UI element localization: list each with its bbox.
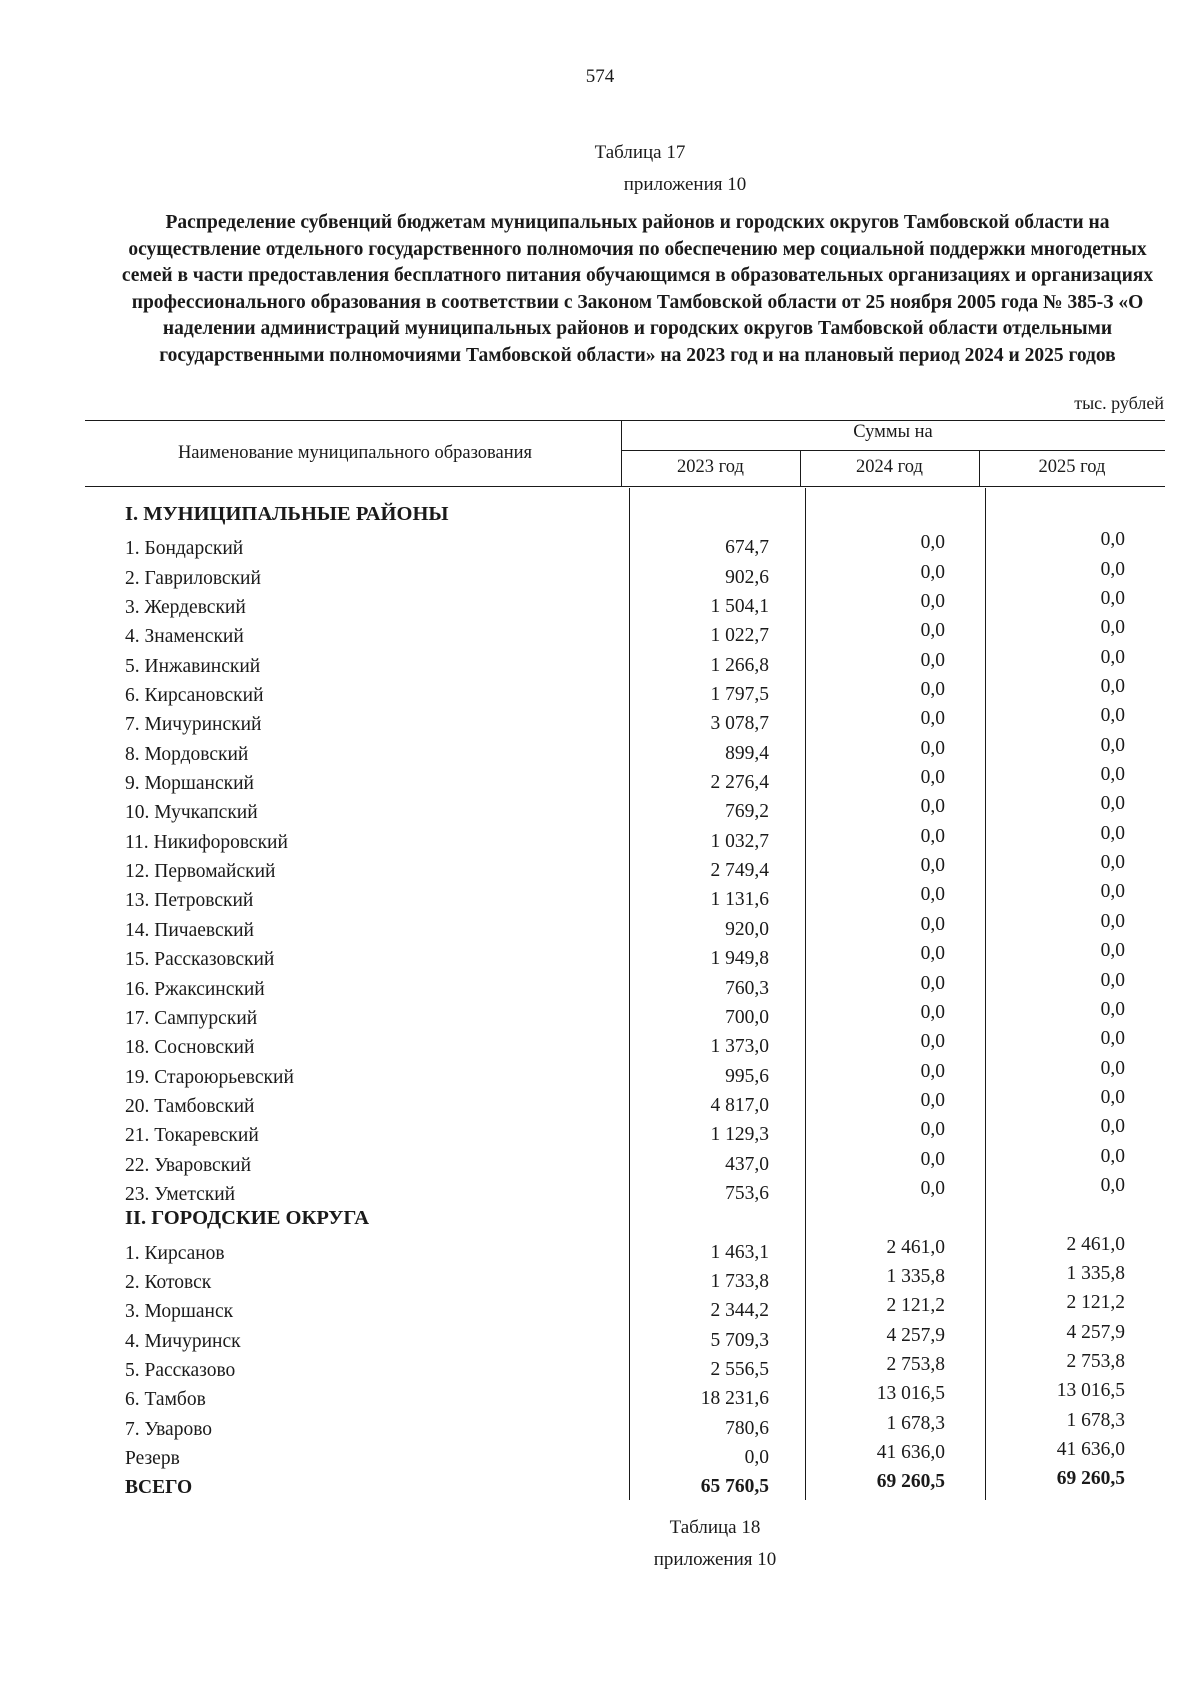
value-2024: 0,0 <box>920 532 945 554</box>
value-2024: 0,0 <box>920 913 945 935</box>
value-2024: 1 678,3 <box>886 1412 945 1434</box>
value-2025: 1 678,3 <box>1066 1409 1125 1431</box>
value-2023: 1 463,1 <box>710 1241 769 1263</box>
value-2023: 2 556,5 <box>710 1358 769 1380</box>
value-2025: 0,0 <box>1100 852 1125 874</box>
row-name: 13. Петровский <box>125 890 254 912</box>
value-2023: 1 032,7 <box>710 830 769 852</box>
table-row <box>0 1380 1200 1409</box>
table-row <box>0 559 1200 588</box>
value-2025: 0,0 <box>1100 881 1125 903</box>
table-row <box>0 1322 1200 1351</box>
row-name: 5. Инжавинский <box>125 655 261 677</box>
section-row <box>0 1204 1200 1233</box>
value-2024: 13 016,5 <box>876 1383 945 1405</box>
header-name-column: Наименование муниципального образования <box>177 443 533 463</box>
value-2025: 0,0 <box>1100 764 1125 786</box>
row-name: 8. Мордовский <box>125 743 249 765</box>
value-2024: 0,0 <box>920 737 945 759</box>
value-2024: 0,0 <box>920 884 945 906</box>
value-2024: 2 753,8 <box>886 1353 945 1375</box>
table-row <box>0 1410 1200 1439</box>
row-name: 4. Мичуринск <box>125 1330 241 1352</box>
value-2023: 4 817,0 <box>710 1094 769 1116</box>
value-2024: 41 636,0 <box>876 1442 945 1463</box>
value-2025: 0,0 <box>1100 793 1125 815</box>
row-name: 18. Сосновский <box>125 1037 255 1059</box>
row-name: 15. Рассказовский <box>125 949 275 971</box>
value-2025: 0,0 <box>1100 734 1125 756</box>
row-name: 22. Уваровский <box>125 1154 252 1176</box>
value-2024: 2 461,0 <box>886 1236 945 1258</box>
value-2024: 69 260,5 <box>876 1471 945 1493</box>
value-2023: 437,0 <box>725 1153 769 1175</box>
value-2023: 1 373,0 <box>710 1036 769 1058</box>
value-2024: 0,0 <box>920 1089 945 1111</box>
row-name: 14. Пичаевский <box>125 919 254 941</box>
value-2023: 1 131,6 <box>710 889 769 911</box>
value-2025: 2 753,8 <box>1066 1350 1125 1372</box>
value-2025: 2 461,0 <box>1066 1233 1125 1255</box>
value-2025: 1 335,8 <box>1066 1262 1125 1284</box>
table-row <box>0 676 1200 705</box>
value-2025: 0,0 <box>1100 1057 1125 1079</box>
row-name: 21. Токаревский <box>125 1125 259 1147</box>
table-row <box>0 881 1200 910</box>
table-row <box>0 793 1200 822</box>
header-year-2023: 2023 год <box>677 457 744 477</box>
table-row <box>0 529 1200 558</box>
row-name: 23. Уметский <box>125 1183 236 1205</box>
value-2023: 995,6 <box>725 1065 769 1087</box>
table-row <box>0 911 1200 940</box>
value-2025: 0,0 <box>1100 969 1125 991</box>
row-name: Резерв <box>125 1448 180 1469</box>
value-2023: 902,6 <box>725 566 769 588</box>
value-2023: 2 344,2 <box>710 1300 769 1322</box>
header-mid-rule <box>621 450 1165 451</box>
row-name: 6. Тамбов <box>125 1389 206 1411</box>
row-name: 1. Кирсанов <box>125 1242 225 1264</box>
value-2023: 674,7 <box>725 537 769 559</box>
table-row <box>0 970 1200 999</box>
row-name: ВСЕГО <box>125 1477 193 1499</box>
row-name: 2. Котовск <box>125 1271 212 1293</box>
row-name: 7. Мичуринский <box>125 714 262 736</box>
table-row <box>0 1058 1200 1087</box>
value-2025: 69 260,5 <box>1056 1468 1125 1490</box>
section-row <box>0 500 1200 529</box>
value-2023: 65 760,5 <box>700 1476 769 1498</box>
table-row <box>0 1116 1200 1145</box>
table-row <box>0 823 1200 852</box>
value-2023: 1 797,5 <box>710 684 769 706</box>
value-2024: 0,0 <box>920 1148 945 1170</box>
table-row <box>0 588 1200 617</box>
value-2024: 0,0 <box>920 1001 945 1023</box>
table-number: Таблица 17 <box>594 142 686 163</box>
table-row <box>0 1234 1200 1263</box>
value-2023: 1 129,3 <box>710 1124 769 1146</box>
units-label: тыс. рублей <box>1074 393 1164 413</box>
value-2024: 0,0 <box>920 679 945 701</box>
value-2025: 0,0 <box>1100 910 1125 932</box>
row-name: 5. Рассказово <box>125 1359 236 1381</box>
value-2024: 0,0 <box>920 561 945 583</box>
value-2023: 1 733,8 <box>710 1270 769 1292</box>
value-2024: 2 121,2 <box>886 1295 945 1317</box>
value-2023: 18 231,6 <box>700 1388 769 1410</box>
value-2024: 4 257,9 <box>886 1324 945 1346</box>
value-2023: 1 022,7 <box>710 625 769 647</box>
table-row <box>0 1292 1200 1321</box>
value-2025: 0,0 <box>1100 588 1125 610</box>
value-2023: 3 078,7 <box>710 713 769 735</box>
value-2023: 1 949,8 <box>710 948 769 970</box>
value-2023: 780,6 <box>725 1417 769 1439</box>
value-2023: 5 709,3 <box>710 1329 769 1351</box>
value-2024: 0,0 <box>920 649 945 671</box>
value-2025: 0,0 <box>1100 1116 1125 1138</box>
row-name: 20. Тамбовский <box>125 1095 255 1117</box>
table-row <box>0 1175 1200 1204</box>
value-2023: 899,4 <box>725 742 769 764</box>
row-name: II. ГОРОДСКИЕ ОКРУГА <box>125 1207 370 1230</box>
value-2024: 0,0 <box>920 943 945 965</box>
header-top-rule <box>85 420 1165 421</box>
value-2024: 0,0 <box>920 591 945 613</box>
row-name: 3. Моршанск <box>125 1301 234 1323</box>
value-2025: 0,0 <box>1100 646 1125 668</box>
value-2023: 0,0 <box>744 1447 769 1468</box>
value-2023: 1 504,1 <box>710 596 769 618</box>
value-2024: 0,0 <box>920 620 945 642</box>
row-name: 7. Уварово <box>125 1418 213 1440</box>
table-row <box>0 1146 1200 1175</box>
header-bottom-rule <box>85 486 1165 487</box>
row-name: 3. Жердевский <box>125 597 246 619</box>
table-row <box>0 647 1200 676</box>
row-name: I. МУНИЦИПАЛЬНЫЕ РАЙОНЫ <box>125 503 449 525</box>
table-row <box>0 705 1200 734</box>
value-2024: 1 335,8 <box>886 1265 945 1287</box>
header-sums-on: Суммы на <box>853 422 933 442</box>
row-name: 16. Ржаксинский <box>125 978 265 1000</box>
value-2025: 0,0 <box>1100 617 1125 639</box>
table-row <box>0 1263 1200 1292</box>
total-row <box>0 1468 1200 1497</box>
value-2024: 0,0 <box>920 1177 945 1199</box>
row-name: 11. Никифоровский <box>125 831 288 853</box>
row-name: 19. Староюрьевский <box>125 1066 294 1088</box>
value-2025: 41 636,0 <box>1056 1439 1125 1460</box>
row-name: 12. Первомайский <box>125 861 276 883</box>
value-2024: 0,0 <box>920 1119 945 1141</box>
value-2023: 2 276,4 <box>710 772 769 794</box>
value-2023: 753,6 <box>725 1182 769 1204</box>
value-2024: 0,0 <box>920 1060 945 1082</box>
value-2025: 0,0 <box>1100 1174 1125 1196</box>
table-row <box>0 1028 1200 1057</box>
header-year-2025: 2025 год <box>1038 457 1106 477</box>
value-2024: 0,0 <box>920 1031 945 1053</box>
row-name: 9. Моршанский <box>125 773 254 795</box>
value-2023: 2 749,4 <box>710 860 769 882</box>
value-2024: 0,0 <box>920 767 945 789</box>
value-2025: 2 121,2 <box>1066 1292 1125 1314</box>
row-name: 10. Мучкапский <box>125 802 258 824</box>
table-row <box>0 764 1200 793</box>
row-name: 17. Сампурский <box>125 1007 258 1029</box>
value-2025: 0,0 <box>1100 676 1125 698</box>
value-2024: 0,0 <box>920 708 945 730</box>
row-name: 1. Бондарский <box>125 538 244 560</box>
table-row <box>0 1439 1200 1468</box>
value-2025: 0,0 <box>1100 1086 1125 1108</box>
value-2025: 4 257,9 <box>1066 1321 1125 1343</box>
value-2023: 920,0 <box>725 918 769 940</box>
table-row <box>0 735 1200 764</box>
table-title: Распределение субвенций бюджетам муниципальных районов и городских округов Тамбовской области на осуществление отдельного государственного полномочия по обеспечению мер социальной поддержки многодетных семей в части предоставления бесплатного питания обучающимся в образовательных организациях и организациях профессионального образования в соответствии с Законом Тамбовской области от 25 ноября 2005 года № 385-З «О наделении администраций муниципальных районов и городских округов Тамбовской области отдельными государственными полномочиями Тамбовской области» на 2023 год и на плановый период 2024 и 2025 годов <box>121 212 1154 366</box>
next-appendix-label: приложения 10 <box>653 1549 777 1570</box>
page-number: 574 <box>585 66 615 87</box>
value-2025: 13 016,5 <box>1056 1380 1125 1402</box>
header-year-2024: 2024 год <box>856 457 923 477</box>
appendix-label: приложения 10 <box>623 174 747 195</box>
table-row <box>0 617 1200 646</box>
value-2024: 0,0 <box>920 825 945 847</box>
value-2025: 0,0 <box>1100 558 1125 580</box>
value-2024: 0,0 <box>920 855 945 877</box>
next-table-number: Таблица 18 <box>669 1517 761 1538</box>
value-2023: 769,2 <box>725 801 769 823</box>
table-row <box>0 852 1200 881</box>
value-2025: 0,0 <box>1100 822 1125 844</box>
row-name: 6. Кирсановский <box>125 685 264 707</box>
value-2024: 0,0 <box>920 972 945 994</box>
value-2025: 0,0 <box>1100 998 1125 1020</box>
value-2025: 0,0 <box>1100 705 1125 727</box>
value-2025: 0,0 <box>1100 1145 1125 1167</box>
table-row <box>0 1351 1200 1380</box>
table-row <box>0 999 1200 1028</box>
value-2025: 0,0 <box>1100 1028 1125 1050</box>
value-2023: 1 266,8 <box>710 654 769 676</box>
value-2023: 700,0 <box>725 1006 769 1028</box>
table-row <box>0 940 1200 969</box>
value-2025: 0,0 <box>1100 940 1125 962</box>
value-2025: 0,0 <box>1100 529 1125 551</box>
table-row <box>0 1087 1200 1116</box>
row-name: 4. Знаменский <box>125 626 244 648</box>
row-name: 2. Гавриловский <box>125 567 261 589</box>
value-2024: 0,0 <box>920 796 945 818</box>
table-body <box>0 500 1200 1498</box>
value-2023: 760,3 <box>725 977 769 999</box>
